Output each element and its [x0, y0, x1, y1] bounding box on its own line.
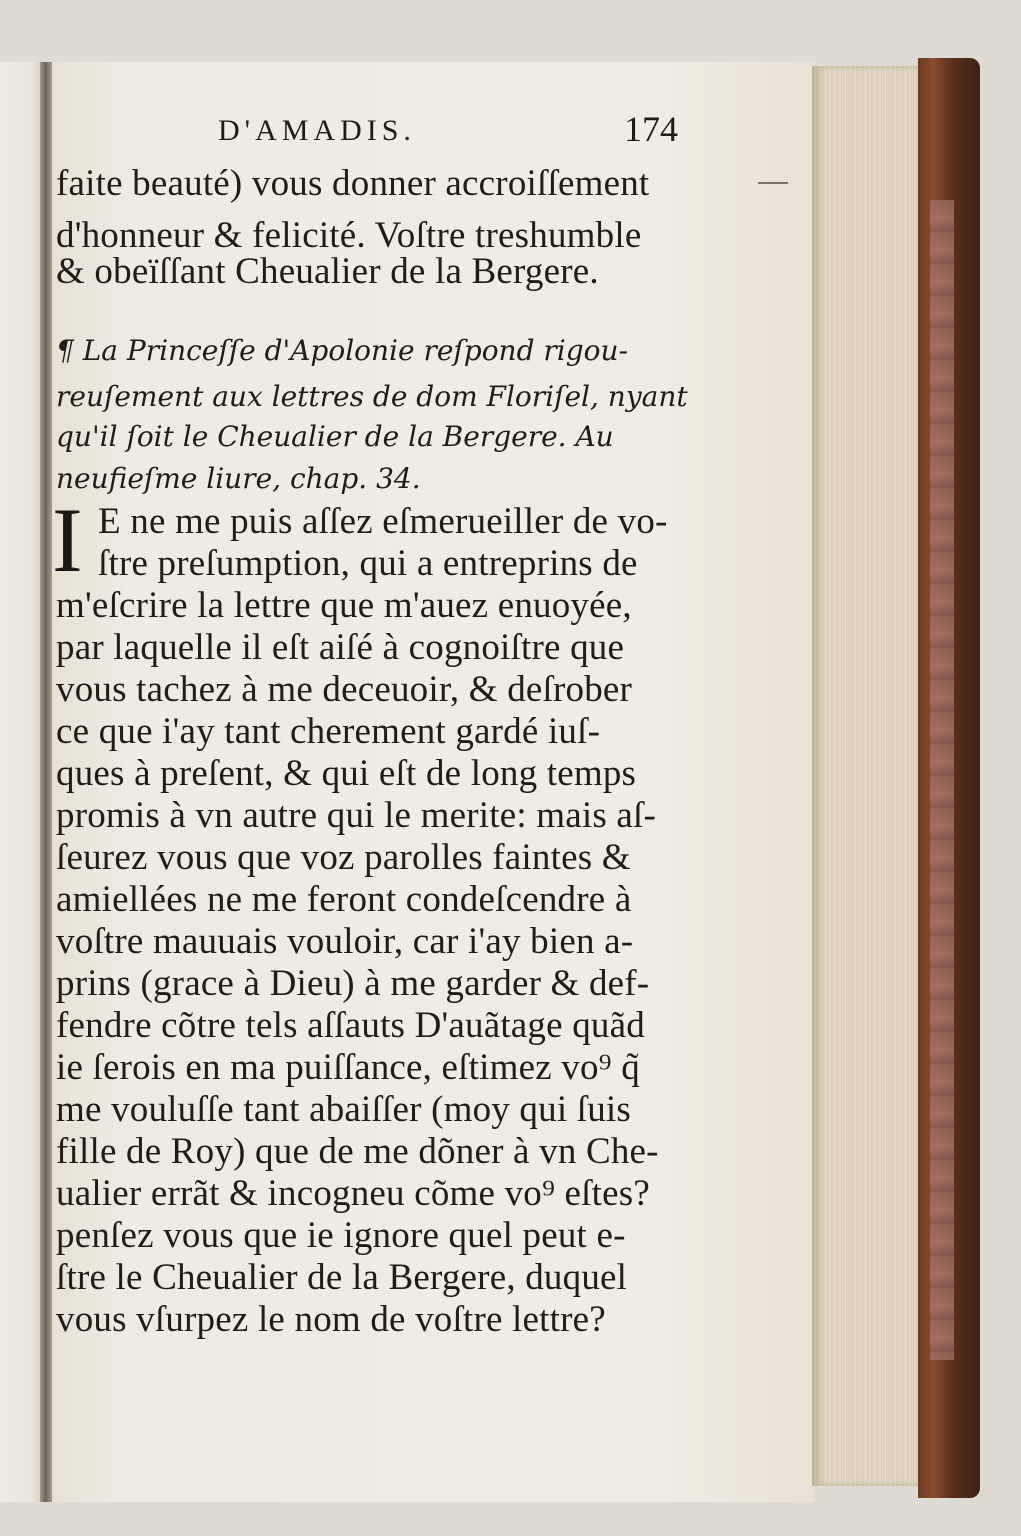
chapter-heading-line: qu'il ſoit le Cheualier de la Bergere. Au	[56, 420, 614, 453]
body-line: vous vſurpez le nom de voſtre lettre?	[56, 1299, 606, 1340]
body-line: ſtre le Cheualier de la Bergere, duquel	[56, 1257, 628, 1298]
margin-mark	[758, 182, 788, 184]
body-line: penſez vous que ie ignore quel peut e-	[56, 1215, 626, 1256]
body-line: E ne me puis aſſez eſmerueiller de vo-	[98, 501, 668, 542]
chapter-heading-line: ¶ La Princeſſe d'Apolonie reſpond rigou-	[56, 334, 629, 367]
page-number: 174	[624, 109, 678, 149]
body-line: promis à vn autre qui le merite: mais aſ-	[56, 795, 657, 836]
body-line: ce que i'ay tant cherement gardé iuſ-	[56, 711, 601, 752]
chapter-heading-line: neufieſme liure, chap. 34.	[56, 462, 421, 495]
body-line: fendre cõtre tels aſſauts D'auãtage quãd	[56, 1005, 645, 1046]
body-line: m'eſcrire la lettre que m'auez enuoyée,	[56, 585, 632, 626]
body-line: fille de Roy) que de me dõner à vn Che-	[56, 1131, 659, 1172]
letter-end-line: d'honneur & felicité. Voſtre treshumble	[56, 215, 642, 256]
body-line: ie ſerois en ma puiſſance, eſtimez vo⁹ q̃	[56, 1047, 640, 1088]
letter-end-line: & obeïſſant Cheualier de la Bergere.	[56, 251, 599, 292]
page-header	[218, 108, 678, 148]
body-line: par laquelle il eſt aiſé à cognoiſtre que	[56, 627, 625, 668]
body-line: ſtre preſumption, qui a entreprins de	[98, 543, 638, 584]
body-line: prins (grace à Dieu) à me garder & def-	[56, 963, 650, 1004]
body-line: ualier errãt & incogneu cõme vo⁹ eſtes?	[56, 1173, 650, 1214]
page-block-edges	[812, 66, 920, 1486]
body-line: ſeurez vous que voz parolles faintes &	[56, 837, 631, 878]
body-line: ques à preſent, & qui eſt de long temps	[56, 753, 637, 794]
body-line: me vouluſſe tant abaiſſer (moy qui ſuis	[56, 1089, 632, 1130]
body-line: vous tachez à me deceuoir, & deſrober	[56, 669, 633, 710]
body-line: amiellées ne me feront condeſcendre à	[56, 879, 632, 920]
cover-lining	[930, 200, 954, 1360]
chapter-heading-line: reuſement aux lettres de dom Floriſel, nyant	[56, 380, 688, 413]
drop-capital: I	[52, 489, 83, 591]
letter-end-line: faite beauté) vous donner accroiſſement	[56, 163, 650, 204]
body-line: voſtre mauuais vouloir, car i'ay bien a-	[56, 921, 634, 962]
running-title: D'AMADIS.	[218, 114, 416, 147]
